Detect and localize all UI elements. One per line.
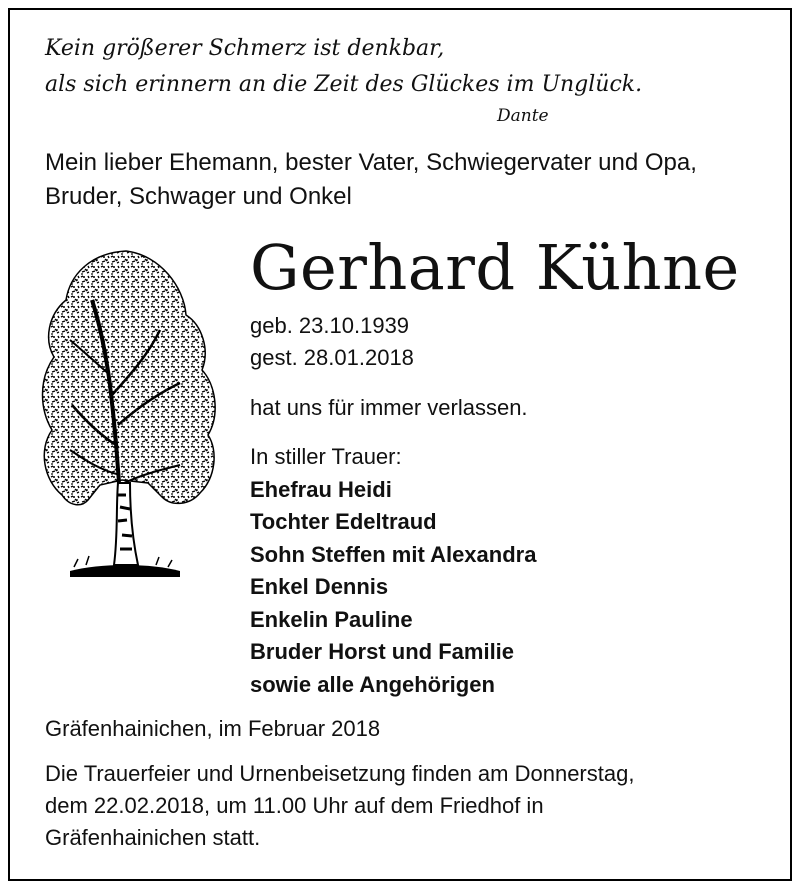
quote-line-1: Kein größerer Schmerz ist denkbar, [45,36,445,61]
funeral-line-1: Die Trauerfeier und Urnenbeisetzung finden am Donnerstag, [45,761,635,786]
mourners-heading: In stiller Trauer: [250,444,402,469]
intro-text [45,146,765,214]
death-date: gest. 28.01.2018 [250,345,414,370]
place-and-date: Gräfenhainichen, im Februar 2018 [45,716,381,741]
mourner-name: Tochter Edeltraud [250,509,437,534]
intro-line-2: Bruder, Schwager und Onkel [45,183,352,210]
mourner-name: Bruder Horst und Familie [250,639,515,664]
mourners-list [250,441,536,701]
mourner-name: Sohn Steffen mit Alexandra [250,541,537,567]
mourner-name: Enkel Dennis [250,574,389,599]
funeral-line-3: Gräfenhainichen statt. [45,825,261,850]
quote-author: Dante [497,106,549,126]
intro-line-1: Mein lieber Ehemann, bester Vater, Schwiegervater und Opa, [45,149,697,176]
funeral-line-2: dem 22.02.2018, um 11.00 Uhr auf dem Friedhof in [45,793,544,818]
funeral-info [45,758,775,854]
life-dates [250,310,414,374]
deceased-name: Gerhard Kühne [250,231,740,304]
quote-line-2: als sich erinnern an die Zeit des Glückes im Unglück. [45,72,643,97]
mourner-name: sowie alle Angehörigen [250,671,495,697]
passing-message: hat uns für immer verlassen. [250,395,528,420]
birth-date: geb. 23.10.1939 [250,313,410,338]
mourner-name: Ehefrau Heidi [250,476,392,502]
mourner-name: Enkelin Pauline [250,606,413,632]
birch-tree-icon [30,245,222,595]
